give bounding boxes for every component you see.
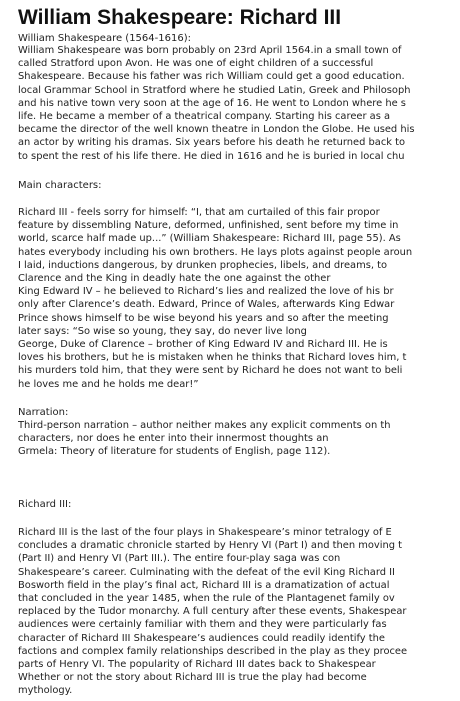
bio-paragraph <box>18 44 460 163</box>
text-line: that concluded in the year 1485, when the rule of the Plantagenet family ov <box>18 593 395 605</box>
text-line: an actor by writing his dramas. Six years before his death he returned back to <box>18 137 406 149</box>
text-line: characters, nor does he enter into their innermost thoughts an <box>18 433 329 445</box>
text-line: Third-person narration – author neither makes any explicit comments on th <box>18 420 391 431</box>
text-line: to spent the rest of his life there. He died in 1616 and he is buried in local chu <box>18 150 405 162</box>
text-line: (Part II) and Henry VI (Part III.). The entire four-play saga was con <box>18 553 341 565</box>
text-line: only after Clarence’s death. Edward, Prince of Wales, afterwards King Edwar <box>18 299 395 311</box>
text-line: loves his brothers, but he is mistaken when he thinks that Richard loves him, t <box>18 352 407 364</box>
text-line: mythology. <box>18 685 73 697</box>
text-line: Shakespeare. Because his father was rich William could get a good education. <box>18 71 405 83</box>
text-line: audiences were certainly familiar with them and they were particularly fas <box>18 619 387 631</box>
text-line: Grmela: Theory of literature for students of English, page 112). <box>18 446 331 458</box>
narration-heading: Narration: <box>18 407 69 418</box>
text-line: Whether or not the story about Richard III is true the play had become <box>18 672 367 684</box>
text-line: Shakespeare’s career. Culminating with the defeat of the evil King Richard II <box>18 566 395 578</box>
text-line: and his native town very soon at the age of 16. He went to London where he s <box>18 97 406 109</box>
text-line: character of Richard III Shakespeare’s audiences could readily identify the <box>18 632 385 644</box>
text-line: parts of Henry VI. The popularity of Richard III dates back to Shakespear <box>18 659 376 671</box>
text-line: Bosworth field in the play’s final act, Richard III is a dramatization of actual <box>18 579 390 591</box>
text-line: became the director of the well known theatre in London the Globe. He used his <box>18 124 415 136</box>
text-line: Prince shows himself to be wise beyond his years and so after the meeting <box>18 312 389 324</box>
text-line: Richard III - feels sorry for himself: “I, that am curtailed of this fair propor <box>18 207 380 218</box>
text-line: King Edward IV – he believed to Richard’s lies and realized the love of his br <box>18 286 394 298</box>
text-line: hates everybody including his own brothers. He lays plots against people aroun <box>18 246 413 258</box>
text-line: local Grammar School in Stratford where he studied Latin, Greek and Philosoph <box>18 84 411 96</box>
richard-heading: Richard III: <box>18 499 72 510</box>
bio-heading: William Shakespeare (1564-1616): <box>18 33 191 44</box>
narration-paragraph <box>18 419 460 459</box>
text-line: factions and complex family relationships described in the play as they procee <box>18 645 408 657</box>
text-line: Richard III is the last of the four plays in Shakespeare’s minor tetralogy of E <box>18 527 392 538</box>
page-title: William Shakespeare: Richard III <box>18 6 342 29</box>
text-line: I laid, inductions dangerous, by drunken prophecies, libels, and dreams, to <box>18 259 388 271</box>
text-line: his murders told him, that they were sent by Richard he does not want to beli <box>18 365 403 377</box>
text-line: George, Duke of Clarence – brother of King Edward IV and Richard III. He is <box>18 339 388 351</box>
text-line: world, scarce half made up...” (William Shakespeare: Richard III, page 55). As <box>18 233 401 245</box>
main-characters-heading: Main characters: <box>18 180 102 191</box>
characters-paragraph <box>18 206 460 391</box>
text-line: concludes a dramatic chronicle started by Henry VI (Part I) and then moving t <box>18 540 403 552</box>
text-line: William Shakespeare was born probably on 23rd April 1564.in a small town of <box>18 45 402 56</box>
text-line: he loves me and he holds me dear!” <box>18 378 199 390</box>
text-line: life. He became a member of a theatrical company. Starting his career as a <box>18 111 391 123</box>
text-line: feature by dissembling Nature, deformed, unfinished, sent before my time in <box>18 220 399 232</box>
text-line: replaced by the Tudor monarchy. A full century after these events, Shakespear <box>18 606 407 618</box>
richard-paragraph <box>18 526 460 698</box>
text-line: called Stratford upon Avon. He was one of eight children of a successful <box>18 58 374 70</box>
text-line: later says: “So wise so young, they say, do never live long <box>18 325 307 337</box>
text-line: Clarence and the King in deadly hate the one against the other <box>18 273 331 285</box>
